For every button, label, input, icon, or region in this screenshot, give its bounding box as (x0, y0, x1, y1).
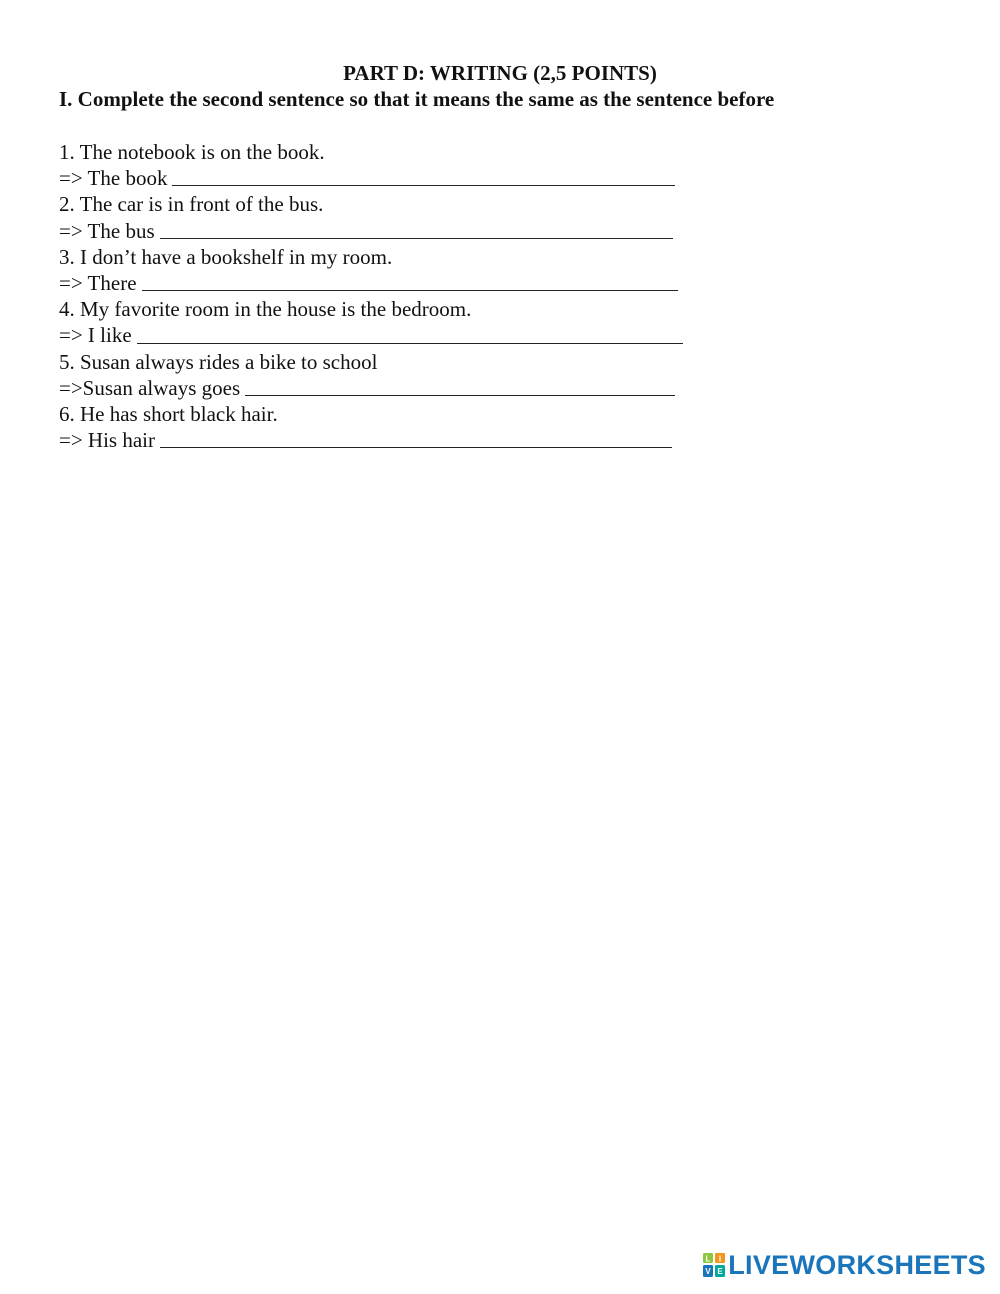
answer-row (59, 270, 819, 296)
answer-row (59, 322, 819, 348)
answer-input[interactable] (160, 238, 673, 239)
question-sentence: 5. Susan always rides a bike to school (59, 349, 378, 374)
answer-prompt: =>Susan always goes (59, 375, 241, 400)
answer-row (59, 375, 819, 401)
answer-prompt: => The book (59, 166, 168, 191)
logo-text: LIVEWORKSHEETS (728, 1250, 986, 1280)
svg-text:L: L (705, 1254, 711, 1264)
answer-input[interactable] (172, 185, 675, 186)
page-title: PART D: WRITING (2,5 POINTS) (343, 61, 657, 85)
liveworksheets-logo-icon (703, 1253, 725, 1277)
answer-row (59, 427, 819, 453)
question-sentence: 6. He has short black hair. (59, 401, 278, 426)
question-sentence: 2. The car is in front of the bus. (59, 192, 324, 217)
question-sentence: 1. The notebook is on the book. (59, 140, 325, 164)
question-sentence: 3. I don’t have a bookshelf in my room. (59, 244, 393, 269)
question-sentence: 4. My favorite room in the house is the bedroom. (59, 297, 472, 322)
answer-prompt: => I like (59, 323, 132, 348)
answer-input[interactable] (245, 395, 675, 396)
answer-row (59, 165, 819, 191)
svg-text:V: V (705, 1267, 711, 1276)
section-heading: I. Complete the second sentence so that it means the same as the sentence before (59, 87, 775, 111)
answer-row (59, 218, 819, 244)
answer-prompt: => The bus (59, 218, 155, 243)
exercise-list (59, 139, 819, 453)
liveworksheets-logo (703, 1250, 986, 1280)
svg-text:E: E (717, 1267, 723, 1276)
answer-input[interactable] (142, 290, 678, 291)
svg-text:I: I (719, 1254, 722, 1264)
answer-input[interactable] (137, 343, 683, 344)
answer-prompt: => There (59, 270, 137, 295)
answer-prompt: => His hair (59, 428, 156, 453)
answer-input[interactable] (160, 447, 672, 448)
